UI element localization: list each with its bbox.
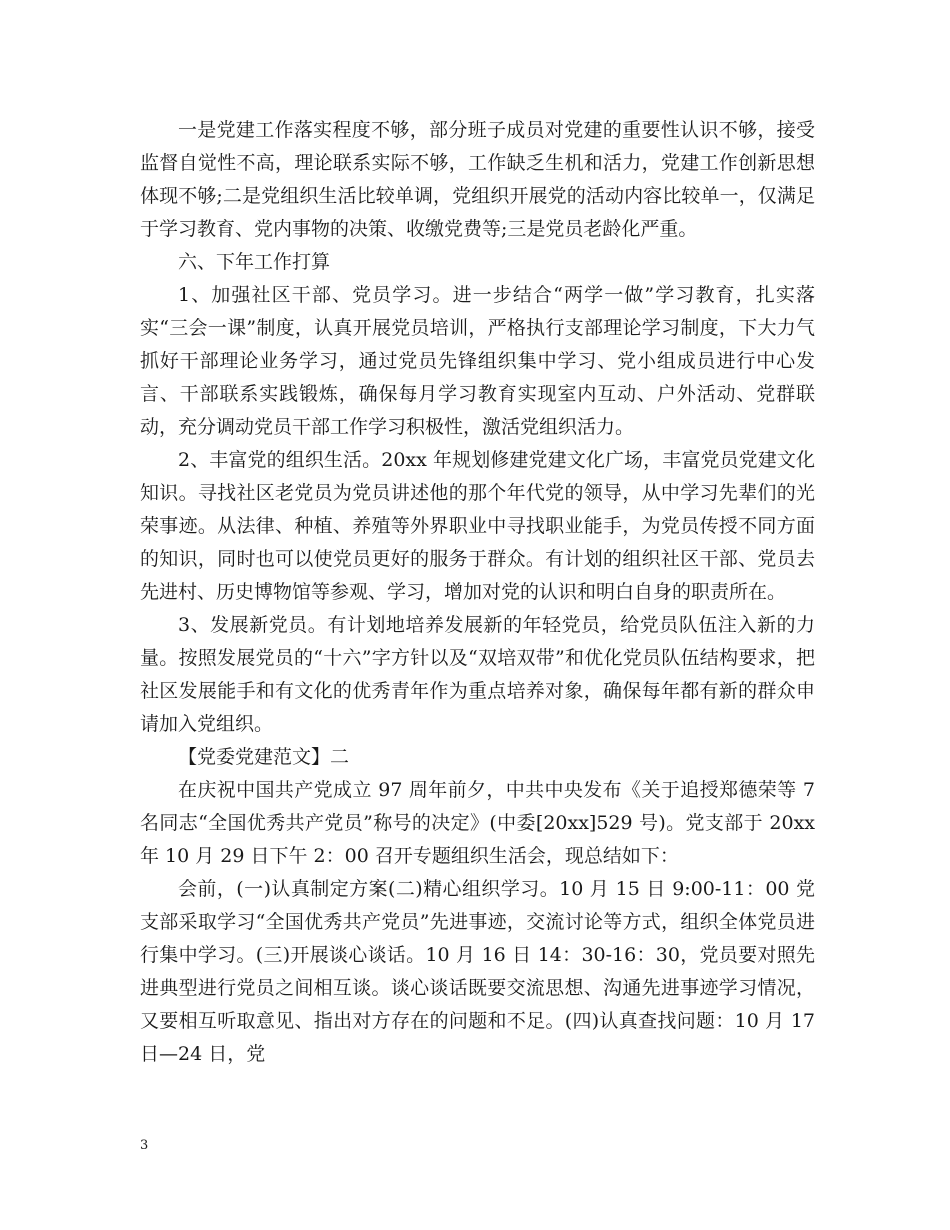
paragraph-sample-intro: 在庆祝中国共产党成立 97 周年前夕，中共中央发布《关于追授郑德荣等 7 名同志“全国优秀共产党员”称号的决定》(中委[20xx]529 号)。党支部于 20xx 年 10 月 29 日下午 2：00 召开专题组织生活会，现总结如下： — [140, 779, 815, 867]
paragraph-problems: 一是党建工作落实程度不够，部分班子成员对党建的重要性认识不够，接受监督自觉性不高，理论联系实际不够，工作缺乏生机和活力，党建工作创新思想体现不够;二是党组织生活比较单调，党组织开展党的活动内容比较单一，仅满足于学习教育、党内事物的决策、收缴党费等;三是党员老龄化严重。 — [140, 119, 815, 240]
paragraph-plan-item-1: 1、加强社区干部、党员学习。进一步结合“两学一做”学习教育，扎实落实“三会一课”制度，认真开展党员培训，严格执行支部理论学习制度，下大力气抓好干部理论业务学习，通过党员先锋组织集中学习、党小组成员进行中心发言、干部联系实践锻炼，确保每月学习教育实现室内互动、户外活动、党群联动，充分调动党员干部工作学习积极性，激活党组织活力。 — [140, 284, 815, 438]
page-number: 3 — [140, 1138, 149, 1153]
paragraph-pre-meeting: 会前，(一)认真制定方案(二)精心组织学习。10 月 15 日 9:00-11：00 党支部采取学习“全国优秀共产党员”先进事迹，交流讨论等方式，组织全体党员进行集中学习。(三)开展谈心谈话。10 月 16 日 14：30-16：30，党员要对照先进典型进行党员之间相互谈。谈心谈话既要交流思想、沟通先进事迹学习情况，又要相互听取意见、指出对方存在的问题和不足。(四)认真查找问题：10 月 17 日—24 日，党 — [140, 878, 815, 1065]
paragraph-plan-item-3: 3、发展新党员。有计划地培养发展新的年轻党员，给党员队伍注入新的力量。按照发展党员的“十六”字方针以及“双培双带”和优化党员队伍结构要求，把社区发展能手和有文化的优秀青年作为重点培养对象，确保每年都有新的群众申请加入党组织。 — [140, 614, 815, 735]
section-heading-sample-two: 【党委党建范文】二 — [178, 746, 350, 768]
section-heading-next-year-plan: 六、下年工作打算 — [178, 251, 331, 273]
paragraph-plan-item-2: 2、丰富党的组织生活。20xx 年规划修建党建文化广场，丰富党员党建文化知识。寻找社区老党员为党员讲述他的那个年代党的领导，从中学习先辈们的光荣事迹。从法律、种植、养殖等外界职业中寻找职业能手，为党员传授不同方面的知识，同时也可以使党员更好的服务于群众。有计划的组织社区干部、党员去先进村、历史博物馆等参观、学习，增加对党的认识和明白自身的职责所在。 — [140, 449, 815, 603]
document-body — [140, 114, 815, 1071]
